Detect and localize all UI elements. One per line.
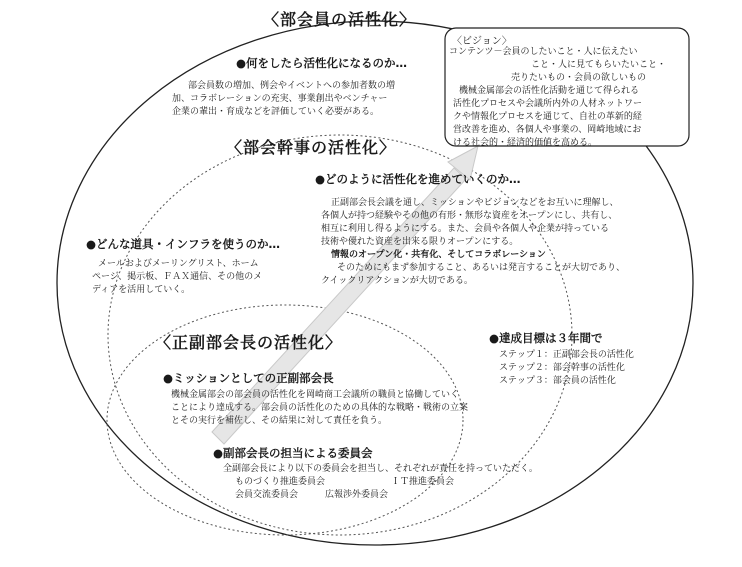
tools-line: ディアを活用していく。 [92,285,191,295]
committee-intro: 全副部会長により以下の委員会を担当し、それぞれが責任を持っていただく。 [223,464,538,474]
process-line: 相互に利用し得るようにする。また、会員や各個人や企業が持っている [321,224,610,234]
process-line: 各個人が持つ経験やその他の有形・無形な資産をオープンにし、共有し、 [321,211,618,221]
tools-heading: ●どんな道具・インフラを使うのか… [86,237,281,251]
process-heading: ●どのように活性化を進めていくのか… [315,172,521,186]
tools-line: ページ、掲示板、ＦＡＸ通信、その他のメ [92,272,263,282]
member-section-title: 〈部会員の活性化〉 [263,10,417,29]
vice-chair-section-title: 〈正副部会長の活性化〉 [155,333,343,352]
mission-text [171,389,468,428]
committee-item: ものづくり推進委員会 [235,477,326,487]
committee-item: 会員交流委員会 [235,490,299,500]
member-heading: ●何をしたら活性化になるのか… [236,56,408,70]
mission-line: 機械金属部会の部会員の活性化を岡崎商工会議所の職員と協働していく [171,390,460,400]
member-line: 部会員数の増加、例会やイベントへの参加者数の増 [188,81,396,91]
committee-row [223,489,538,502]
vision-line: こと・人に見てもらいたいこと・ [531,60,667,70]
process-text [321,197,625,288]
vision-line: クや情報化プロセスを通じて、自社の革新的経 [453,112,642,122]
tools-line: メールおよびメーリングリスト、ホーム [98,259,259,269]
vision-line: 機械金属部会の活性化活動を通じて得られる [459,86,640,96]
vision-line: コンテンツ－会員のしたいこと・人に伝えたい [449,47,638,57]
process-line: そのためにもまず参加すること、あるいは発言することが大切であり、 [337,263,626,273]
member-line: 企業の輩出・育成などを評価していく必要がある。 [172,107,380,117]
mission-line: とその実行を補佐し、その結果に対して責任を負う。 [171,416,388,426]
committee-item: ＩＴ推進委員会 [391,477,455,487]
process-line: 技術や優れた資産を出来る限りオープンにする。 [321,237,519,247]
committee-row [223,476,538,489]
goal-steps [499,349,634,388]
process-line: 正副部会長会議を通し、ミッションやビジョンなどをお互いに理解し、 [331,198,619,208]
officer-section-title: 〈部会幹事の活性化〉 [226,138,397,157]
mission-line: ことにより達成する。部会員の活性化のための具体的な戦略・戦術の立案 [171,403,469,413]
committee-heading: ●副部会長の担当による委員会 [213,446,373,460]
goal-step: ステップ１：正副部会長の活性化 [499,350,634,360]
vision-line: ける社会的・経済的価値を高める。 [453,138,598,148]
committee-text [223,463,538,502]
process-line: クイックリアクションが大切である。 [321,276,473,286]
vision-line: 活性化プロセスや会議所内外の人材ネットワー [453,99,643,109]
process-subheading: 情報のオープン化・共有化、そしてコラボレーション [331,250,546,260]
vision-title: 〈ビジョン〉 [452,36,512,47]
vision-line: 営改善を進め、各個人や事業の、岡崎地域にお [453,125,642,135]
goal-step: ステップ３：部会員の活性化 [499,376,616,386]
mission-heading: ●ミッションとしての正副部会長 [163,371,334,385]
member-line: 加、コラボレーションの充実、事業創出やベンチャー [172,94,388,104]
vision-line: 売りたいもの・会員の欲しいもの [511,73,647,83]
goal-step: ステップ２：部会幹事の活性化 [499,363,625,373]
vision-text [447,46,687,150]
tools-text [86,258,262,297]
member-text [172,80,395,119]
goal-heading: ●達成目標は３年間で [489,331,603,345]
committee-item: 広報渉外委員会 [325,490,389,500]
